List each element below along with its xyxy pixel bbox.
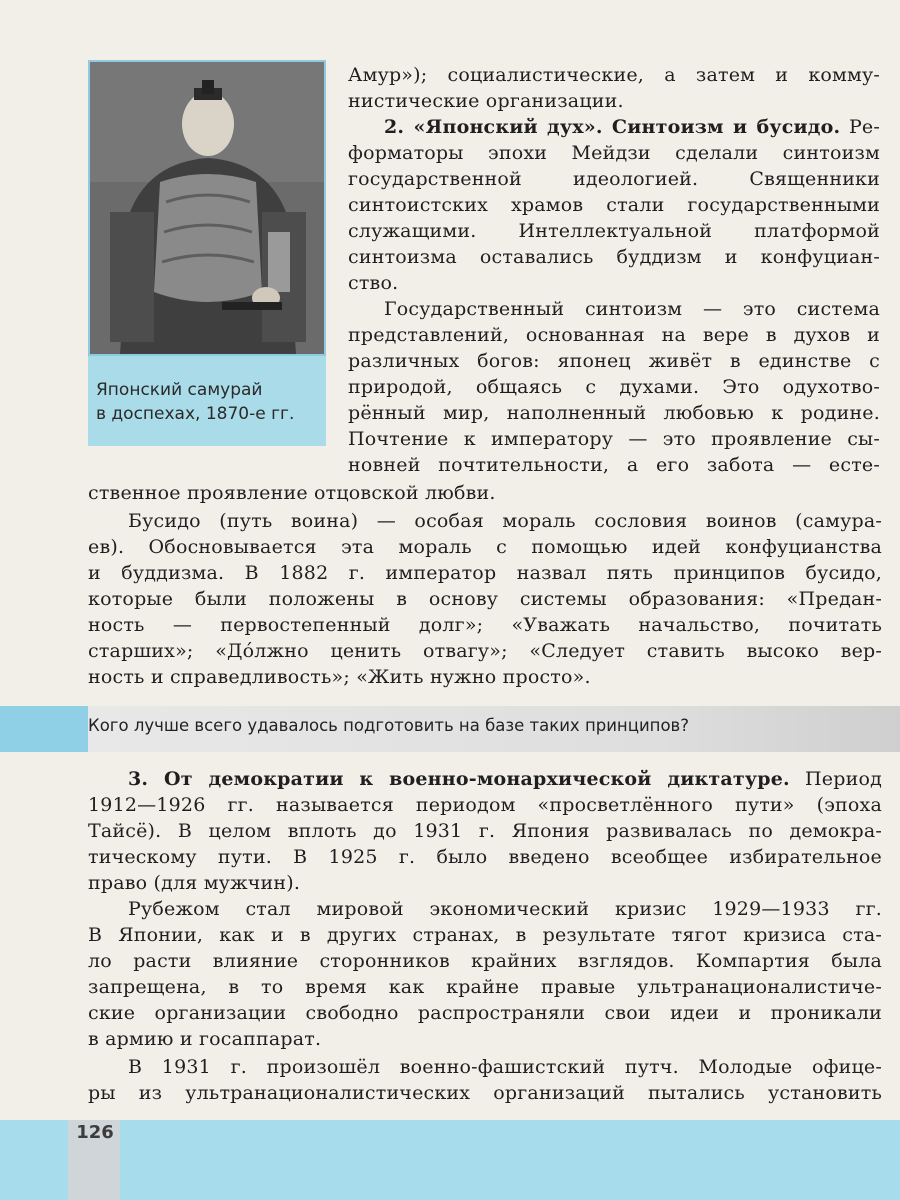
samurai-illustration — [90, 62, 324, 354]
text-line: ность и справедливость»; «Жить нужно просто». — [88, 666, 591, 688]
text-line: Государственный синтоизм — это система — [384, 298, 880, 320]
caption-line: Японский самурай — [96, 380, 263, 400]
text-line: форматоры эпохи Мейдзи сделали синтоизм — [348, 142, 880, 164]
text-line: ские организации свободно распространяли свои идеи и проникали — [88, 1002, 882, 1024]
caption-line: в доспехах, 1870-е гг. — [96, 404, 295, 424]
text-line: ность — первостепенный долг»; «Уважать начальство, почитать — [88, 614, 882, 636]
text-line: право (для мужчин). — [88, 872, 301, 894]
text-line: Бусидо (путь воина) — особая мораль сословия воинов (самура- — [128, 510, 882, 532]
text-line: ев). Обосновывается эта мораль с помощью идей конфуцианства — [88, 536, 882, 558]
text-line: которые были положены в основу системы образования: «Предан- — [88, 588, 882, 610]
text-line: Рубежом стал мировой экономический кризис 1929—1933 гг. — [128, 898, 882, 920]
text-line: Тайсё). В целом вплоть до 1931 г. Япония развивалась по демокра- — [88, 820, 882, 842]
section-3-heading: 3. От демократии к военно-монархической диктатуре. — [128, 768, 790, 790]
text-line: различных богов: японец живёт в единстве с — [348, 350, 880, 372]
text-line: ственное проявление отцовской любви. — [88, 482, 496, 504]
text-line: представлений, основанная на вере в духов и — [348, 324, 880, 346]
question-text: Кого лучше всего удавалось подготовить на базе таких принципов? — [88, 716, 690, 735]
text-line: ры из ультранационалистических организаций пытались установить — [88, 1082, 882, 1104]
text-line: 1912—1926 гг. называется периодом «просветлённого пути» (эпоха — [88, 794, 882, 816]
footer-band — [0, 1120, 900, 1200]
text-line: государственной идеологией. Священники — [348, 168, 880, 190]
samurai-figure — [88, 60, 326, 446]
text-line: Почтение к императору — это проявление сы- — [348, 428, 880, 450]
question-marker — [0, 706, 88, 752]
text-line: В 1931 г. произошёл военно-фашистский путч. Молодые офице- — [128, 1056, 882, 1078]
text-line: служащими. Интеллектуальной платформой — [348, 220, 880, 242]
text-line: нистические организации. — [348, 90, 624, 112]
section-2-line — [384, 114, 880, 140]
page-number: 126 — [76, 1122, 114, 1143]
text-line: ло расти влияние сторонников крайних взглядов. Компартия была — [88, 950, 882, 972]
text-line: природой, общаясь с духами. Это одухотво- — [348, 376, 880, 398]
text-line: синтоистских храмов стали государственными — [348, 194, 880, 216]
text-line: синтоизма оставались буддизм и конфуциан- — [348, 246, 880, 268]
text-line: запрещена, в то время как крайне правые ультранационалистиче- — [88, 976, 882, 998]
text-fragment: Ре- — [840, 116, 880, 138]
text-line: и буддизма. В 1882 г. император назвал пять принципов бусидо, — [88, 562, 882, 584]
text-line: старших»; «До́лжно ценить отвагу»; «Следует ставить высоко вер- — [88, 640, 882, 662]
text-line: Амур»); социалистические, а затем и комму- — [348, 64, 880, 86]
section-2-heading: 2. «Японский дух». Синтоизм и бусидо. — [384, 116, 841, 138]
text-line: рённый мир, наполненный любовью к родине. — [348, 402, 880, 424]
text-line: новней почтительности, а его забота — есте- — [348, 454, 880, 476]
text-line: ство. — [348, 272, 399, 294]
text-line: в армию и госаппарат. — [88, 1028, 322, 1050]
text-line: тическому пути. В 1925 г. было введено всеобщее избирательное — [88, 846, 882, 868]
section-3-line — [128, 766, 882, 792]
figure-caption — [96, 378, 322, 426]
text-fragment: Период — [789, 768, 883, 790]
samurai-photo — [88, 60, 326, 356]
text-line: В Японии, как и в других странах, в результате тягот кризиса ста- — [88, 924, 882, 946]
